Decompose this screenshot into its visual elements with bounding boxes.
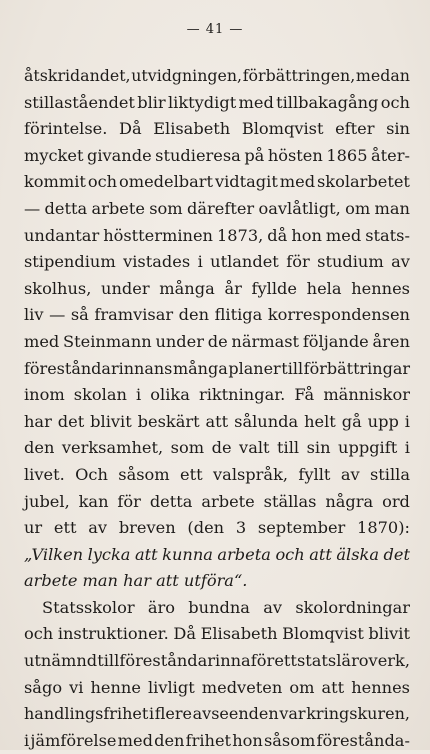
word: det — [383, 544, 410, 564]
text-line — [24, 728, 410, 754]
word: skolhus, — [24, 278, 92, 298]
word: liv — [24, 305, 44, 325]
word: givande — [86, 145, 152, 165]
word: Då — [118, 119, 142, 139]
word: av — [391, 252, 410, 272]
word: och — [380, 92, 410, 112]
word: bundna — [188, 597, 250, 617]
word: framvisar — [94, 305, 174, 325]
word: — — [49, 305, 66, 325]
word: fyllde — [251, 278, 297, 298]
word: ord — [382, 491, 410, 511]
word: handlingsfrihet — [24, 704, 149, 724]
word: valspråk, — [213, 464, 289, 484]
word: för — [286, 252, 310, 272]
word: ur — [24, 518, 43, 538]
word: frihet — [185, 730, 232, 750]
word: höstterminen — [103, 225, 213, 245]
word: därefter — [187, 198, 255, 218]
word: föreståndarinnans — [24, 358, 173, 378]
word: kan — [78, 491, 109, 511]
word: stilla — [370, 464, 410, 484]
word: valt — [239, 438, 270, 458]
word: i — [148, 704, 155, 724]
word: Blomqvist — [241, 119, 324, 139]
word: älska — [336, 544, 379, 564]
word: av — [263, 597, 283, 617]
text-line — [24, 196, 410, 223]
word: jubel, — [24, 491, 70, 511]
word: åtskridandet, — [24, 66, 131, 85]
word: och — [87, 172, 118, 192]
word: Blomqvist — [282, 624, 364, 644]
word: arbete — [91, 198, 145, 218]
word: föreståndarinna — [119, 651, 251, 671]
text-line — [24, 462, 410, 489]
text-line — [24, 621, 410, 648]
word: avseenden — [192, 704, 279, 724]
word: fyllt — [298, 464, 331, 484]
word: mycket — [24, 145, 84, 165]
word: till — [97, 651, 120, 671]
word: den — [178, 305, 210, 325]
word: sin — [386, 119, 410, 139]
word: stipendium — [24, 252, 116, 272]
word: i — [197, 252, 203, 272]
word: henne — [90, 677, 141, 697]
word: att — [309, 544, 332, 564]
text-line — [24, 116, 410, 143]
word: olika — [150, 385, 190, 405]
word: i — [404, 411, 410, 431]
word: vi — [69, 677, 84, 697]
word: skolordningar — [295, 597, 410, 617]
word: hela — [306, 278, 342, 298]
word: arbeta — [217, 544, 271, 564]
text-line — [24, 648, 410, 675]
word: hösten — [267, 145, 323, 165]
word: hon — [291, 225, 322, 245]
word: under — [101, 278, 150, 298]
text-line — [24, 489, 410, 516]
word: med — [238, 92, 274, 112]
word: hennes — [351, 278, 410, 298]
word: blivit — [90, 411, 132, 431]
word: upp — [367, 411, 399, 431]
word: utlandet — [210, 252, 279, 272]
word: sålunda — [234, 411, 299, 431]
word: med — [325, 225, 362, 245]
word: september — [257, 518, 346, 538]
word: stats- — [365, 225, 410, 245]
word: medveten — [201, 677, 283, 697]
word: 1870): — [357, 518, 410, 538]
word: kringskuren, — [306, 704, 410, 724]
word: några — [325, 491, 374, 511]
word: oavlåtligt, — [258, 198, 341, 218]
word: under — [155, 331, 204, 351]
word: som — [149, 198, 183, 218]
quote-line: arbete man har att utföra“. — [24, 571, 248, 591]
text-line — [24, 302, 410, 329]
word: och — [24, 624, 54, 644]
word: blir — [137, 92, 166, 112]
word: beskärt — [137, 411, 200, 431]
word: undantar — [24, 225, 100, 245]
word: hennes — [351, 677, 410, 697]
word: helt — [304, 411, 336, 431]
word: detta — [149, 491, 193, 511]
word: de — [207, 331, 228, 351]
word: förbättringen, — [242, 66, 356, 85]
word: förbättringar — [303, 358, 410, 378]
text-line — [24, 595, 410, 622]
word: till — [277, 438, 300, 458]
word: livet. — [24, 464, 65, 484]
text-line — [24, 675, 410, 702]
word: flitiga — [214, 305, 263, 325]
word: studium — [317, 252, 384, 272]
word: i — [404, 438, 410, 458]
word: efter — [335, 119, 375, 139]
text-line — [24, 143, 410, 170]
word: jämförelse — [30, 730, 117, 750]
word: tillbakagång — [276, 92, 379, 112]
word: Steinmann — [63, 331, 152, 351]
text-line — [24, 90, 410, 117]
word: att — [134, 544, 158, 564]
word: som — [170, 438, 205, 458]
text-line — [24, 249, 410, 276]
word: hon — [232, 730, 263, 750]
word: 1865 — [326, 145, 368, 165]
word: blivit — [368, 624, 410, 644]
word: Elisabeth — [200, 624, 278, 644]
word: ett — [274, 651, 297, 671]
word: på — [244, 145, 265, 165]
word: korrespondensen — [267, 305, 410, 325]
word: Och — [75, 464, 108, 484]
text-line — [24, 515, 410, 542]
word: åren — [372, 331, 410, 351]
word: med — [24, 331, 60, 351]
word: livligt — [147, 677, 195, 697]
word: vidtagit — [214, 172, 278, 192]
word: lycka — [87, 544, 131, 564]
word: kunna — [162, 544, 213, 564]
word: (den — [187, 518, 225, 538]
text-line — [24, 701, 410, 728]
word: planer — [228, 358, 281, 378]
word: stillaståendet — [24, 92, 135, 112]
word: inom — [24, 385, 65, 405]
text-line — [24, 223, 410, 250]
word: skolarbetet — [316, 172, 410, 192]
word: medan — [355, 66, 410, 85]
word: ett — [53, 518, 77, 538]
word: de — [211, 438, 232, 458]
word: att — [321, 677, 345, 697]
word: den — [24, 438, 55, 458]
word: den — [154, 730, 185, 750]
word: instruktioner. — [57, 624, 169, 644]
word: „Vilken — [24, 544, 84, 564]
text-line — [24, 276, 410, 303]
word: med — [279, 172, 316, 192]
word: i — [136, 385, 142, 405]
word: vistades — [123, 252, 191, 272]
word: Då — [173, 624, 196, 644]
word: Få — [294, 385, 315, 405]
word: statsläroverk, — [296, 651, 410, 671]
word: har — [24, 411, 52, 431]
word: med — [117, 730, 153, 750]
word: förestånda- — [316, 730, 410, 750]
text-line — [24, 435, 410, 462]
word: förintelse. — [24, 119, 108, 139]
word: såsom — [263, 730, 316, 750]
word: för — [250, 651, 275, 671]
text-line — [24, 356, 410, 383]
word: om — [345, 198, 371, 218]
word: utvidgningen, — [131, 66, 243, 85]
text-line — [24, 329, 410, 356]
word: åter- — [371, 145, 410, 165]
quote-line — [24, 542, 410, 569]
word: av — [340, 464, 360, 484]
word: skolan — [73, 385, 127, 405]
word: utnämnd — [24, 651, 98, 671]
word: kommit — [24, 172, 86, 192]
word: så — [70, 305, 89, 325]
word: riktningar. — [198, 385, 286, 405]
word: sågo — [24, 677, 63, 697]
word: ställas — [263, 491, 317, 511]
word: 1873, — [216, 225, 264, 245]
word: år — [224, 278, 242, 298]
word: närmast — [231, 331, 300, 351]
text-line — [24, 382, 410, 409]
word: människor — [323, 385, 410, 405]
text-line — [24, 409, 410, 436]
word: Elisabeth — [153, 119, 231, 139]
word: omedelbart — [119, 172, 214, 192]
word: såsom — [118, 464, 170, 484]
page-number: — 41 — — [186, 22, 244, 37]
word: om — [289, 677, 315, 697]
word: man — [374, 198, 410, 218]
word: arbete — [201, 491, 255, 511]
body-text — [24, 63, 410, 754]
word: följande — [302, 331, 369, 351]
word: till — [281, 358, 304, 378]
word: verksamhet, — [61, 438, 164, 458]
word: sin — [306, 438, 331, 458]
word: studieresa — [155, 145, 241, 165]
word: gå — [341, 411, 362, 431]
word: äro — [147, 597, 176, 617]
text-line — [24, 169, 410, 196]
text-line — [24, 63, 410, 90]
word: detta — [44, 198, 88, 218]
word: 3 — [235, 518, 247, 538]
word: många — [172, 358, 228, 378]
word: liktydigt — [167, 92, 237, 112]
word: — — [24, 198, 41, 218]
word: flere — [154, 704, 192, 724]
word: Statsskolor — [42, 597, 135, 617]
word: ett — [180, 464, 203, 484]
word: att — [205, 411, 229, 431]
word: var — [279, 704, 306, 724]
word: då — [267, 225, 288, 245]
word: av — [88, 518, 108, 538]
word: och — [275, 544, 305, 564]
word: i — [24, 730, 30, 750]
word: uppgift — [338, 438, 398, 458]
word: för — [117, 491, 141, 511]
word: breven — [118, 518, 176, 538]
word: det — [57, 411, 85, 431]
word: många — [159, 278, 215, 298]
